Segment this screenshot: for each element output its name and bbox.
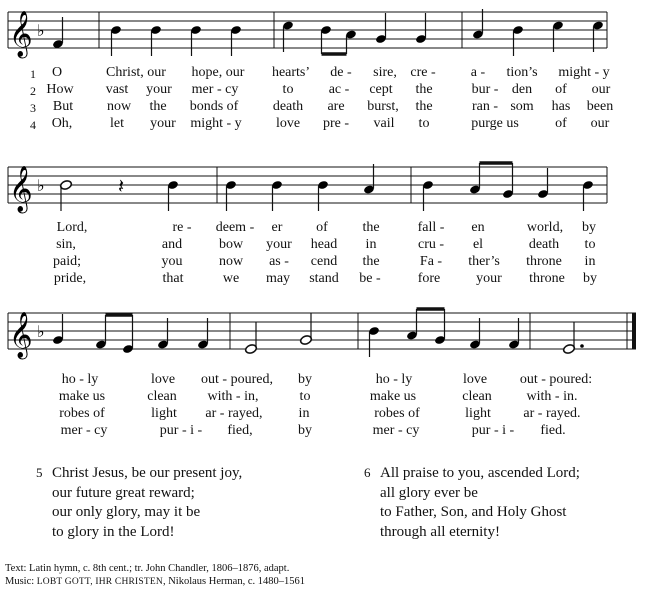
lyric-syllable: ran -	[471, 99, 499, 114]
lyric-syllable: and	[161, 237, 183, 252]
lyric-syllable: tion’s	[506, 65, 538, 80]
lyric-syllable: O	[51, 65, 63, 80]
stanza-number: 5	[36, 465, 43, 480]
lyric-line-verse-3	[0, 407, 650, 421]
lyric-syllable: pride,	[53, 271, 87, 286]
lyric-syllable: er	[271, 220, 283, 235]
lyric-syllable: might - y	[190, 116, 242, 131]
lyric-syllable: Christ, our	[106, 65, 166, 80]
lyric-syllable: with - in.	[526, 389, 578, 404]
lyric-syllable: hope, our	[191, 65, 245, 80]
lyric-line-verse-2	[0, 390, 650, 404]
lyric-syllable: the	[362, 254, 380, 269]
verse-number: 3	[30, 101, 36, 115]
lyric-syllable: bur -	[471, 82, 499, 97]
lyric-syllable: cre -	[410, 65, 436, 80]
lyric-syllable: pur - i -	[471, 423, 515, 438]
treble-clef-icon: 𝄞	[9, 166, 33, 212]
lyric-syllable: cend	[310, 254, 338, 269]
lyric-syllable: mer - cy	[191, 82, 239, 97]
lyric-syllable: som	[510, 99, 534, 114]
tune-name: LOBT GOTT, IHR CHRISTEN	[36, 576, 163, 587]
lyric-syllable: to	[418, 116, 430, 131]
stanza-line	[36, 463, 242, 484]
lyric-syllable: purge us	[471, 116, 519, 131]
music-credit	[5, 576, 305, 589]
lyric-syllable: ar - rayed.	[523, 406, 581, 421]
lyric-syllable: sin,	[56, 237, 76, 252]
stanza-line: our only glory, may it be	[52, 504, 201, 520]
final-barline	[632, 313, 636, 349]
lyric-syllable: out - poured,	[201, 372, 273, 387]
stanza-5	[36, 463, 242, 542]
lyric-syllable: that	[162, 271, 184, 286]
lyric-syllable: pre -	[322, 116, 350, 131]
lyric-syllable: to	[299, 389, 311, 404]
lyric-syllable: ho - ly	[61, 372, 99, 387]
lyric-syllable: by	[583, 271, 597, 286]
music-credit-prefix: Music:	[5, 575, 37, 587]
text-credit: Text: Latin hymn, c. 8th cent.; tr. John Chandler, 1806–1876, adapt.	[5, 563, 290, 574]
lyric-syllable: But	[52, 99, 74, 114]
lyric-syllable: death	[528, 237, 560, 252]
lyric-syllable: our	[590, 116, 610, 131]
lyric-line-verse-1	[0, 373, 650, 387]
stanza-line: all glory ever be	[380, 484, 478, 501]
lyric-syllable: in	[584, 254, 596, 269]
lyric-syllable: with - in,	[207, 389, 259, 404]
lyric-syllable: burst,	[367, 99, 399, 114]
lyric-syllable: your	[476, 271, 502, 286]
lyric-syllable: el	[472, 237, 484, 252]
stanza-number: 6	[364, 465, 371, 480]
lyric-syllable: let	[110, 116, 124, 131]
lyric-syllable: as -	[269, 254, 289, 269]
lyric-syllable: your	[146, 82, 172, 97]
lyric-syllable: clean	[462, 389, 492, 404]
lyric-syllable: to	[584, 237, 596, 252]
lyric-syllable: has	[551, 99, 571, 114]
lyric-syllable: the	[415, 82, 433, 97]
lyric-syllable: paid;	[53, 254, 81, 269]
lyric-syllable: now	[106, 99, 132, 114]
music-credit-composer: , Nikolaus Herman, c. 1480–1561	[162, 575, 305, 587]
lyric-syllable: by	[298, 372, 312, 387]
augmentation-dot	[580, 344, 584, 348]
lyric-syllable: re -	[172, 220, 192, 235]
stanza-line: our future great reward;	[52, 484, 195, 501]
lyric-syllable: throne	[526, 254, 562, 269]
lyric-syllable: stand	[309, 271, 339, 286]
lyric-syllable: of	[555, 82, 567, 97]
lyric-syllable: been	[586, 99, 614, 114]
lyric-syllable: hearts’	[271, 65, 311, 80]
stanza-line: to Father, Son, and Holy Ghost	[380, 504, 567, 520]
lyric-syllable: light	[465, 406, 491, 421]
lyric-syllable: are	[327, 99, 345, 114]
lyric-syllable: our	[591, 82, 611, 97]
lyric-syllable: to	[282, 82, 294, 97]
lyric-syllable: light	[151, 406, 177, 421]
lyric-syllable: world,	[526, 220, 564, 235]
lyric-syllable: cru -	[417, 237, 445, 252]
lyric-syllable: be -	[359, 271, 381, 286]
lyric-syllable: now	[218, 254, 244, 269]
lyric-syllable: throne	[529, 271, 565, 286]
lyric-syllable: clean	[147, 389, 177, 404]
treble-clef-icon: 𝄞	[9, 312, 33, 358]
lyric-syllable: mer - cy	[60, 423, 108, 438]
lyric-syllable: head	[310, 237, 338, 252]
lyric-syllable: by	[582, 220, 596, 235]
lyric-syllable: may	[265, 271, 291, 286]
lyric-syllable: a -	[470, 65, 486, 80]
lyric-syllable: of	[316, 220, 328, 235]
lyric-syllable: we	[222, 271, 240, 286]
lyric-syllable: pur - i -	[159, 423, 203, 438]
lyric-syllable: love	[150, 372, 176, 387]
lyric-syllable: out - poured:	[519, 372, 593, 387]
stanza-text: All praise to you, ascended Lord;	[380, 465, 580, 481]
lyric-syllable: Oh,	[51, 116, 73, 131]
lyric-syllable: make us	[369, 389, 417, 404]
lyric-syllable: ho - ly	[375, 372, 413, 387]
verse-number: 1	[30, 67, 36, 81]
lyric-syllable: the	[415, 99, 433, 114]
lyric-syllable: fore	[417, 271, 441, 286]
lyric-syllable: in	[298, 406, 310, 421]
lyric-syllable: make us	[58, 389, 106, 404]
lyric-syllable: bow	[218, 237, 244, 252]
lyric-syllable: the	[149, 99, 167, 114]
hymn-credits	[5, 563, 305, 588]
lyric-syllable: ar - rayed,	[205, 406, 263, 421]
lyric-syllable: de -	[330, 65, 352, 80]
lyric-syllable: fied.	[540, 423, 566, 438]
quarter-rest-icon: 𝄽	[118, 174, 125, 198]
lyric-syllable: ac -	[328, 82, 350, 97]
verse-number: 2	[30, 84, 36, 98]
lyric-syllable: love	[275, 116, 301, 131]
lyric-syllable: robes of	[374, 406, 420, 421]
lyric-syllable: How	[46, 82, 74, 97]
lyric-syllable: deem -	[215, 220, 255, 235]
stanza-line	[364, 463, 580, 484]
lyric-syllable: by	[298, 423, 312, 438]
lyric-line-verse-4	[0, 424, 650, 438]
stanza-line: to glory in the Lord!	[52, 523, 175, 540]
lyric-syllable: cept	[369, 82, 393, 97]
lyric-syllable: mer - cy	[372, 423, 420, 438]
lyric-syllable: the	[362, 220, 380, 235]
lyric-syllable: robes of	[59, 406, 105, 421]
verse-number: 4	[30, 118, 36, 132]
lyric-syllable: your	[150, 116, 176, 131]
lyric-syllable: en	[471, 220, 485, 235]
lyric-syllable: bonds of	[189, 99, 239, 114]
notes-system-3	[52, 309, 584, 357]
lyric-syllable: Fa -	[419, 254, 443, 269]
lyric-syllable: might - y	[558, 65, 610, 80]
lyric-syllable: death	[272, 99, 304, 114]
stanza-line: through all eternity!	[380, 523, 500, 540]
stanza-text: Christ Jesus, be our present joy,	[52, 465, 243, 481]
lyric-syllable: love	[462, 372, 488, 387]
flat-key-signature-icon: ♭	[37, 21, 45, 40]
lyric-syllable: Lord,	[56, 220, 88, 235]
stanza-6	[364, 463, 580, 542]
lyric-syllable: ther’s	[468, 254, 500, 269]
lyric-syllable: of	[555, 116, 567, 131]
flat-key-signature-icon: ♭	[37, 322, 45, 341]
lyric-syllable: fall -	[417, 220, 445, 235]
lyric-syllable: vail	[373, 116, 395, 131]
flat-key-signature-icon: ♭	[37, 176, 45, 195]
lyric-syllable: your	[266, 237, 292, 252]
lyric-syllable: you	[161, 254, 183, 269]
lyric-syllable: vast	[105, 82, 129, 97]
lyric-syllable: in	[365, 237, 377, 252]
treble-clef-icon: 𝄞	[9, 11, 33, 57]
lyric-syllable: sire,	[373, 65, 397, 80]
lyric-syllable: fied,	[227, 423, 253, 438]
lyric-syllable: den	[511, 82, 533, 97]
